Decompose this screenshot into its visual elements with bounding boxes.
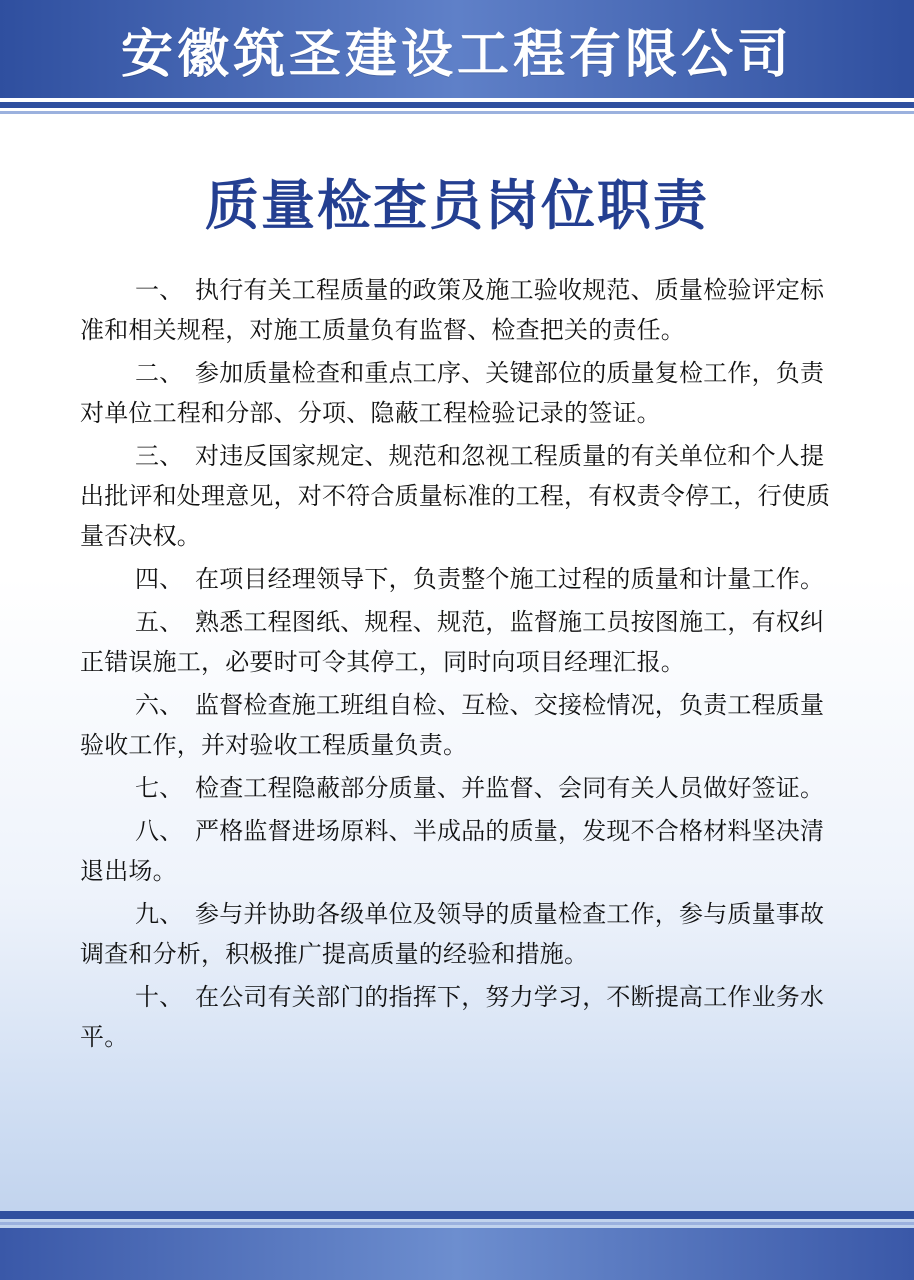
header-divider <box>0 102 914 108</box>
duty-list <box>80 270 836 1060</box>
duty-number: 八、 <box>135 817 184 845</box>
duty-number: 二、 <box>135 359 184 387</box>
duty-text: 对违反国家规定、规范和忽视工程质量的有关单位和个人提出批评和处理意见，对不符合质量标准的工程，有权责令停工，行使质量否决权。 <box>80 442 831 550</box>
page-title: 质量检查员岗位职责 <box>205 174 709 237</box>
duty-text: 在公司有关部门的指挥下，努力学习，不断提高工作业务水平。 <box>80 983 825 1051</box>
footer-band <box>0 1228 914 1280</box>
duty-item <box>80 602 836 682</box>
duty-text: 熟悉工程图纸、规程、规范，监督施工员按图施工，有权纠正错误施工，必要时可令其停工，同时向项目经理汇报。 <box>80 608 825 676</box>
duty-item <box>80 977 836 1057</box>
duty-item <box>80 353 836 433</box>
duty-item <box>80 768 836 808</box>
duty-number: 七、 <box>135 774 184 802</box>
duty-number: 三、 <box>135 442 184 470</box>
duty-text: 严格监督进场原料、半成品的质量，发现不合格材料坚决清退出场。 <box>80 817 825 885</box>
duty-number: 一、 <box>135 276 184 304</box>
footer-divider <box>0 1211 914 1219</box>
duty-number: 九、 <box>135 900 184 928</box>
duty-item <box>80 685 836 765</box>
duty-text: 在项目经理领导下，负责整个施工过程的质量和计量工作。 <box>195 565 825 593</box>
duty-item <box>80 436 836 556</box>
footer-divider-thin <box>0 1222 914 1225</box>
duty-number: 六、 <box>135 691 184 719</box>
duty-text: 参与并协助各级单位及领导的质量检查工作，参与质量事故调查和分析，积极推广提高质量的经验和措施。 <box>80 900 825 968</box>
duty-item <box>80 270 836 350</box>
duty-text: 检查工程隐蔽部分质量、并监督、会同有关人员做好签证。 <box>195 774 825 802</box>
duty-item <box>80 811 836 891</box>
duty-item <box>80 559 836 599</box>
duty-number: 五、 <box>135 608 184 636</box>
duty-item <box>80 894 836 974</box>
duty-text: 参加质量检查和重点工序、关键部位的质量复检工作，负责对单位工程和分部、分项、隐蔽工程检验记录的签证。 <box>80 359 825 427</box>
duty-number: 十、 <box>135 983 184 1011</box>
duty-number: 四、 <box>135 565 184 593</box>
duty-text: 执行有关工程质量的政策及施工验收规范、质量检验评定标准和相关规程，对施工质量负有监督、检查把关的责任。 <box>80 276 825 344</box>
header-divider-thin <box>0 111 914 114</box>
company-name: 安徽筑圣建设工程有限公司 <box>120 24 793 85</box>
duty-text: 监督检查施工班组自检、互检、交接检情况，负责工程质量验收工作，并对验收工程质量负责。 <box>80 691 825 759</box>
